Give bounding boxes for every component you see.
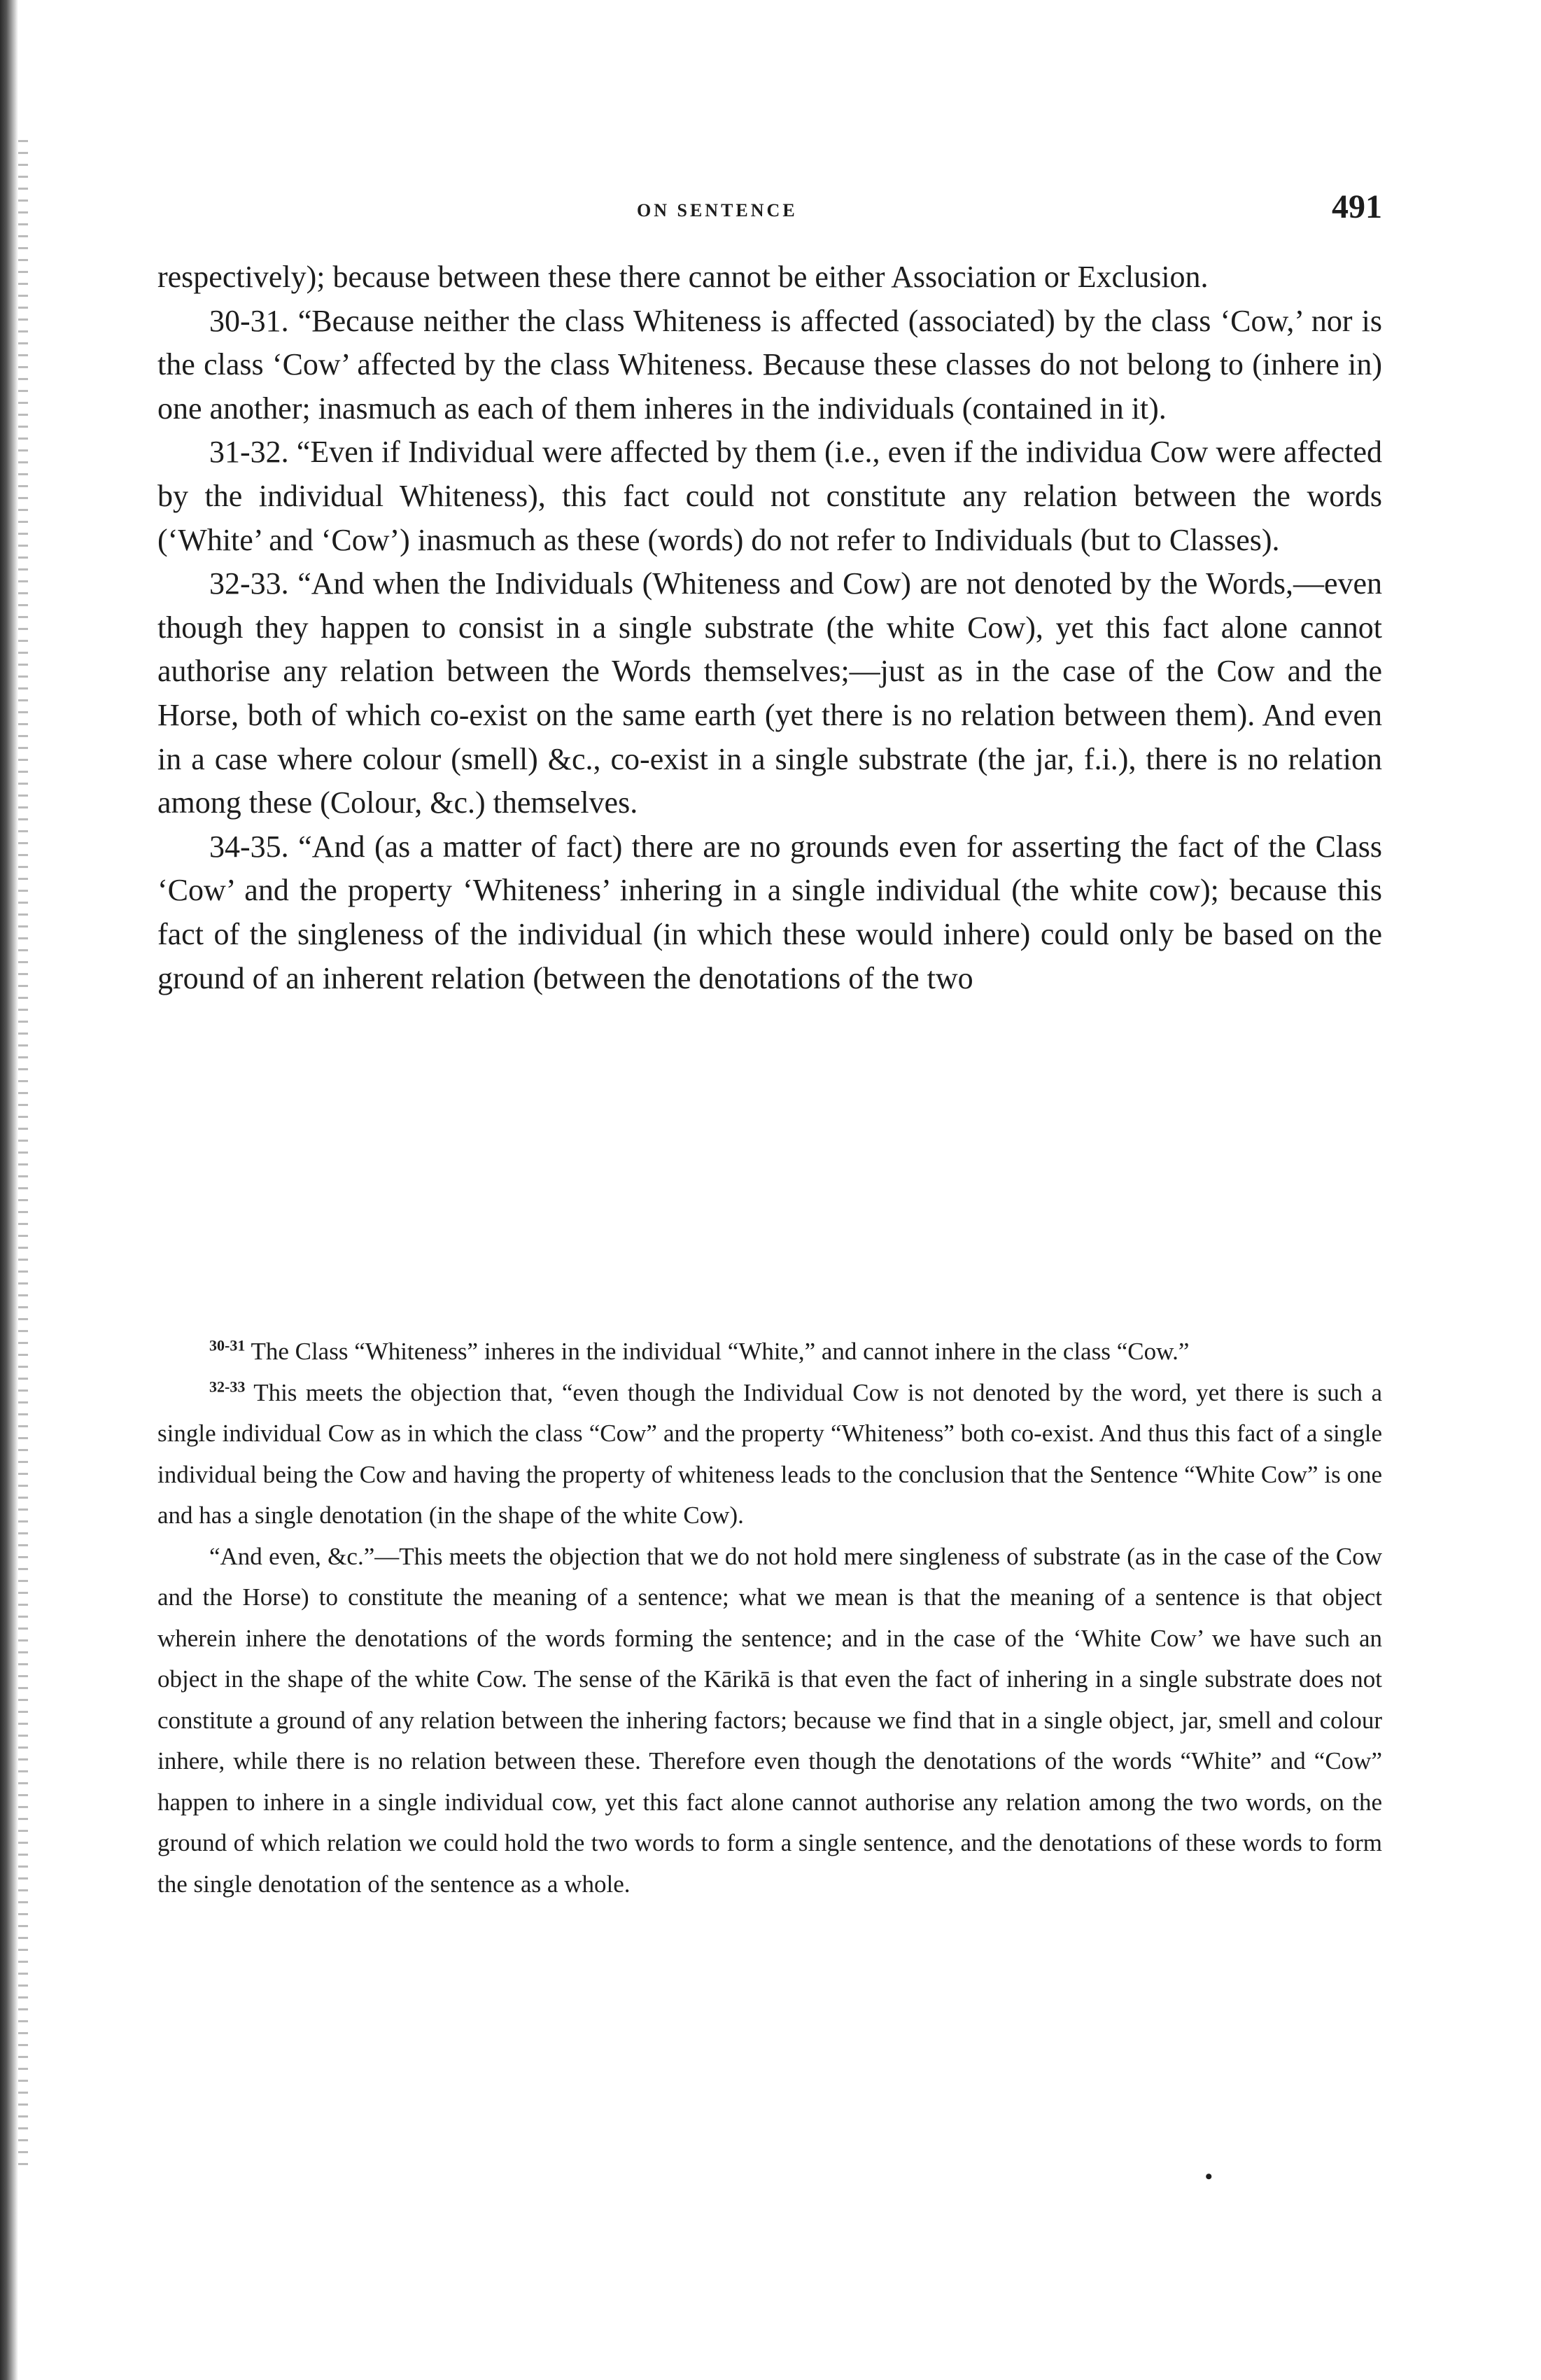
running-head: ON SENTENCE [637,200,798,220]
verse-text: “Even if Individual were affected by them (i.e., even if the individua Cow were affected by the individual Whiteness), this fact could not constitute any relation between the words (‘White’ and ‘Cow’) inasmuch as these (words) do not refer to Individuals (but to Classes). [157,435,1383,557]
footnote-32-33 [157,1373,1382,1536]
footnote-text: The Class “Whiteness” inheres in the individual “White,” and cannot inhere in the class “Cow.” [251,1338,1190,1365]
verse-text: “Because neither the class Whiteness is affected (associated) by the class ‘Cow,’ nor is the class ‘Cow’ affected by the class Whiteness. Because these classes do not belong to (inhere in) one another; inasmuch as each of them inheres in the individuals (contained in it). [157,303,1383,426]
binding-speckle [18,140,28,2170]
footnote-ref: 30-31 [209,1336,246,1354]
footnote-ref: 32-33 [209,1377,246,1395]
page-header [154,188,1382,237]
footnote-and-even [157,1536,1382,1905]
page-number: 491 [1332,188,1382,225]
paragraph-30-31 [157,300,1382,431]
paragraph-32-33 [157,562,1382,825]
paragraph-34-35 [157,825,1382,1000]
footnote-text: “And even, &c.”—This meets the objection that we do not hold mere singleness of substrate (as in the case of the Cow and the Horse) to constitute the meaning of a sentence; what we mean is that the meaning of a sentence is that object wherein inhere the denotations of the words forming the sentence; and in the case of the ‘White Cow’ we have such an object in the shape of the white Cow. The sense of the Kārikā is that even the fact of inhering in a single substrate does not constitute a ground of any relation between the inhering factors; because we find that in a single object, jar, smell and colour inhere, while there is no relation between these. Therefore even though the denotations of the words “White” and “Cow” happen to inhere in a single individual cow, yet this fact alone cannot authorise any relation among the two words, on the ground of which relation we could hold the two words to form a single sentence, and the denotations of these words to form the single denotation of the sentence as a whole. [157,1542,1382,1898]
footnotes [157,1331,1382,1905]
verse-text: “And (as a matter of fact) there are no grounds even for asserting the fact of the Class ‘Cow’ and the property ‘Whiteness’ inhering in a single individual (the white cow); because this fact of the singleness of the individual (in which these would inhere) could only be based on the ground of an inherent relation (between the denotations of the two [157,829,1382,995]
page-mark: • [1205,2165,1213,2188]
verse-text: “And when the Individuals (Whiteness and Cow) are not denoted by the Words,—even though they happen to consist in a single substrate (the white Cow), yet this fact alone cannot authorise any relation between the Words themselves;—just as in the case of the Cow and the Horse, both of which co-exist on the same earth (yet there is no relation between them). And even in a case where colour (smell) &c., co-exist in a single substrate (the jar, f.i.), there is no relation among these (Colour, &c.) themselves. [157,566,1383,820]
footnote-30-31 [157,1331,1382,1373]
verse-number: 30-31. [209,303,289,338]
footnote-text: This meets the objection that, “even though the Individual Cow is not denoted by the word, yet there is such a single individual Cow as in which the class “Cow” and the property “Whiteness” both co-exist. And thus this fact of a single individual being the Cow and having the property of whiteness leads to the conclusion that the Sentence “White Cow” is one and has a single denotation (in the shape of the white Cow). [157,1378,1382,1529]
paragraph-continuation: respectively); because between these there cannot be either Association or Exclusion. [157,260,1209,294]
paragraph-31-32 [157,430,1382,562]
verse-number: 32-33. [209,566,289,601]
verse-number: 31-32. [209,435,289,470]
book-spine-shadow [0,0,18,2380]
main-text [157,255,1382,1000]
verse-number: 34-35. [209,829,289,864]
